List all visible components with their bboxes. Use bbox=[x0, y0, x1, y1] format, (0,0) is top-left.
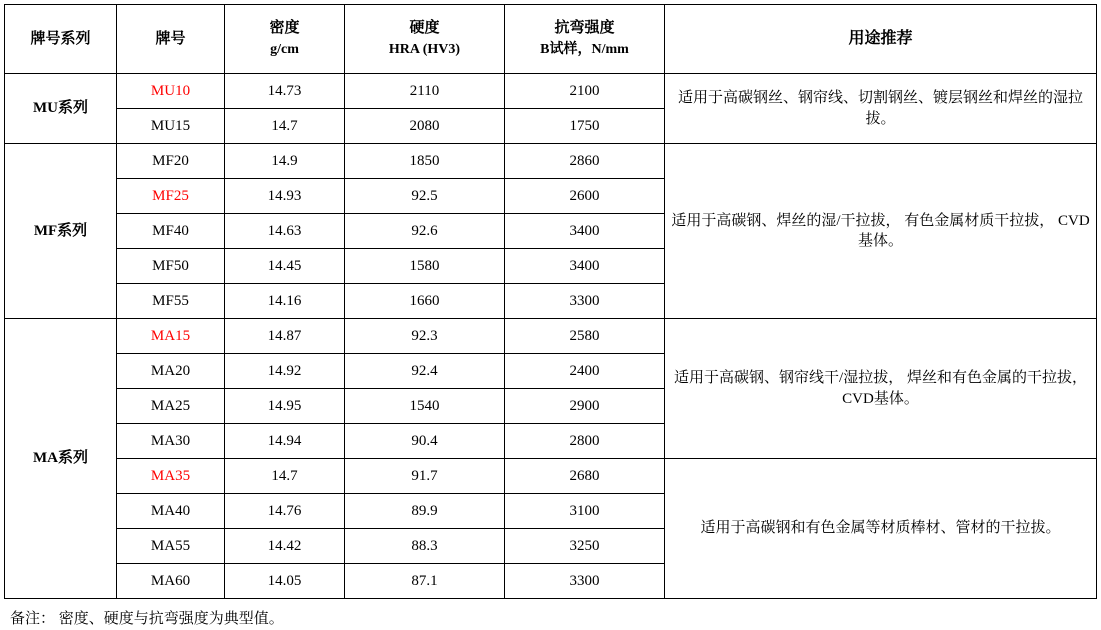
strength-cell: 2900 bbox=[505, 389, 665, 424]
table-row bbox=[5, 319, 1097, 354]
series-cell: MF系列 bbox=[5, 144, 117, 319]
density-cell: 14.7 bbox=[225, 459, 345, 494]
strength-cell: 2600 bbox=[505, 179, 665, 214]
strength-cell: 2860 bbox=[505, 144, 665, 179]
table-body bbox=[5, 74, 1097, 599]
hardness-cell: 1540 bbox=[345, 389, 505, 424]
usage-cell: 适用于高碳钢和有色金属等材质棒材、管材的干拉拔。 bbox=[665, 459, 1097, 599]
density-cell: 14.7 bbox=[225, 109, 345, 144]
strength-cell: 3400 bbox=[505, 249, 665, 284]
series-cell: MU系列 bbox=[5, 74, 117, 144]
hardness-cell: 2110 bbox=[345, 74, 505, 109]
strength-cell: 2400 bbox=[505, 354, 665, 389]
strength-cell: 3400 bbox=[505, 214, 665, 249]
column-header-usage-label: 用途推荐 bbox=[848, 30, 913, 48]
hardness-cell: 1850 bbox=[345, 144, 505, 179]
column-header-density-unit: g/cm bbox=[270, 41, 299, 57]
column-header-usage bbox=[665, 5, 1097, 74]
column-header-grade bbox=[117, 5, 225, 74]
grade-cell: MU15 bbox=[117, 109, 225, 144]
column-header-series-label: 牌号系列 bbox=[30, 30, 91, 47]
density-cell: 14.93 bbox=[225, 179, 345, 214]
grade-cell: MA35 bbox=[117, 459, 225, 494]
grade-cell: MA55 bbox=[117, 529, 225, 564]
grade-cell: MF25 bbox=[117, 179, 225, 214]
density-cell: 14.73 bbox=[225, 74, 345, 109]
column-header-strength-unit: B试样，N/mm bbox=[540, 41, 629, 57]
grade-cell: MF50 bbox=[117, 249, 225, 284]
usage-cell: 适用于高碳钢、钢帘线干/湿拉拔， 焊丝和有色金属的干拉拔， CVD基体。 bbox=[665, 319, 1097, 459]
hardness-cell: 89.9 bbox=[345, 494, 505, 529]
density-cell: 14.76 bbox=[225, 494, 345, 529]
density-cell: 14.95 bbox=[225, 389, 345, 424]
hardness-cell: 2080 bbox=[345, 109, 505, 144]
series-cell: MA系列 bbox=[5, 319, 117, 599]
table-header bbox=[5, 5, 1097, 74]
table-row bbox=[5, 459, 1097, 494]
grade-cell: MA25 bbox=[117, 389, 225, 424]
strength-cell: 3250 bbox=[505, 529, 665, 564]
grade-cell: MA60 bbox=[117, 564, 225, 599]
column-header-grade-label: 牌号 bbox=[155, 30, 186, 47]
density-cell: 14.63 bbox=[225, 214, 345, 249]
grade-specification-table bbox=[4, 4, 1097, 599]
column-header-hardness-unit: HRA (HV3) bbox=[388, 41, 461, 57]
density-cell: 14.45 bbox=[225, 249, 345, 284]
density-cell: 14.42 bbox=[225, 529, 345, 564]
density-cell: 14.05 bbox=[225, 564, 345, 599]
column-header-density bbox=[225, 5, 345, 74]
grade-cell: MA20 bbox=[117, 354, 225, 389]
hardness-cell: 92.5 bbox=[345, 179, 505, 214]
hardness-cell: 1580 bbox=[345, 249, 505, 284]
strength-cell: 3300 bbox=[505, 564, 665, 599]
density-cell: 14.16 bbox=[225, 284, 345, 319]
strength-cell: 2100 bbox=[505, 74, 665, 109]
grade-cell: MA40 bbox=[117, 494, 225, 529]
hardness-cell: 90.4 bbox=[345, 424, 505, 459]
grade-cell: MF20 bbox=[117, 144, 225, 179]
density-cell: 14.9 bbox=[225, 144, 345, 179]
density-cell: 14.87 bbox=[225, 319, 345, 354]
column-header-series bbox=[5, 5, 117, 74]
density-cell: 14.92 bbox=[225, 354, 345, 389]
table-header-row bbox=[5, 5, 1097, 74]
table-row bbox=[5, 74, 1097, 109]
hardness-cell: 92.6 bbox=[345, 214, 505, 249]
column-header-hardness bbox=[345, 5, 505, 74]
table-row bbox=[5, 144, 1097, 179]
hardness-cell: 1660 bbox=[345, 284, 505, 319]
strength-cell: 3100 bbox=[505, 494, 665, 529]
hardness-cell: 87.1 bbox=[345, 564, 505, 599]
column-header-density-label: 密度 bbox=[269, 20, 300, 37]
grade-cell: MA30 bbox=[117, 424, 225, 459]
footnote: 备注： 密度、硬度与抗弯强度为典型值。 bbox=[10, 611, 284, 627]
usage-cell: 适用于高碳钢丝、钢帘线、切割钢丝、镀层钢丝和焊丝的湿拉拔。 bbox=[665, 74, 1097, 144]
strength-cell: 2680 bbox=[505, 459, 665, 494]
strength-cell: 2800 bbox=[505, 424, 665, 459]
grade-cell: MU10 bbox=[117, 74, 225, 109]
hardness-cell: 92.3 bbox=[345, 319, 505, 354]
column-header-strength-label: 抗弯强度 bbox=[554, 20, 615, 37]
usage-cell: 适用于高碳钢、焊丝的湿/干拉拔， 有色金属材质干拉拔， CVD基体。 bbox=[665, 144, 1097, 319]
grade-cell: MF55 bbox=[117, 284, 225, 319]
grade-cell: MA15 bbox=[117, 319, 225, 354]
hardness-cell: 88.3 bbox=[345, 529, 505, 564]
grade-cell: MF40 bbox=[117, 214, 225, 249]
column-header-strength bbox=[505, 5, 665, 74]
hardness-cell: 91.7 bbox=[345, 459, 505, 494]
hardness-cell: 92.4 bbox=[345, 354, 505, 389]
strength-cell: 3300 bbox=[505, 284, 665, 319]
density-cell: 14.94 bbox=[225, 424, 345, 459]
column-header-hardness-label: 硬度 bbox=[409, 20, 440, 37]
strength-cell: 2580 bbox=[505, 319, 665, 354]
strength-cell: 1750 bbox=[505, 109, 665, 144]
